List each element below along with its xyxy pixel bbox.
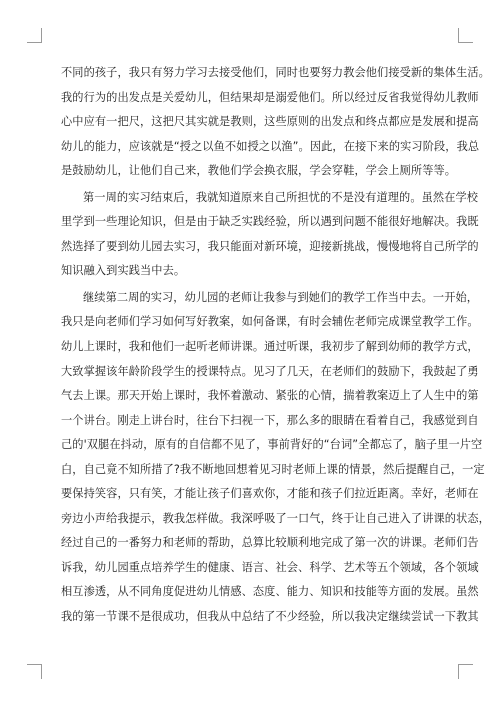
- crop-mark-bottom-right: [458, 664, 473, 679]
- text-line: 经过自己的一番努力和老师的帮助，总算比较顺利地完成了第一次的讲课。老师们告: [61, 536, 479, 550]
- text-line: 知识融入到实践当中去。: [61, 264, 186, 278]
- text-line: 我的第一节课不是很成功，但我从中总结了不少经验，所以我决定继续尝试一下教其: [61, 610, 479, 624]
- text-line: 大致掌握该年龄阶段学生的授课特点。见习了几天，在老师们的鼓励下，我鼓起了勇: [61, 364, 479, 378]
- text-line: 里学到一些理论知识，但是由于缺乏实践经验，所以遇到问题不能很好地解决。我既: [61, 215, 479, 229]
- text-line: 气去上课。那天开始上课时，我怀着激动、紧张的心情，揣着教案迈上了人生中的第: [61, 389, 479, 403]
- text-line: 己的'双腿在抖动，原有的自信都不见了，事前背好的“台词”全都忘了，脑子里一片空: [61, 438, 483, 452]
- text-line: 继续第二周的实习，幼儿园的老师让我参与到她们的教学工作当中去。一开始，: [83, 290, 479, 304]
- crop-mark-bottom-left: [27, 664, 42, 679]
- text-line: 我只是向老师们学习如何写好教案，如何备课，有时会辅佐老师完成课堂教学工作。: [61, 315, 479, 329]
- text-line: 幼儿上课时，我和他们一起听老师讲课。通过听课，我初步了解到幼师的教学方式，: [61, 340, 479, 354]
- text-line: 要保持笑容，只有笑，才能让孩子们喜欢你，才能和孩子们拉近距离。幸好，老师在: [61, 487, 479, 501]
- text-line: 诉我，幼儿园重点培养学生的健康、语言、社会、科学、艺术等五个领域，各个领域: [61, 560, 479, 574]
- text-line: 不同的孩子，我只有努力学习去接受他们，同时也要努力教会他们接受新的集体生活。: [61, 66, 490, 79]
- text-line: 第一周的实习结束后，我就知道原来自己所担忧的不是没有道理的。虽然在学校: [83, 190, 479, 204]
- crop-mark-top-left: [27, 28, 42, 43]
- text-line: 然选择了要到幼儿园去实习，我只能面对新环境，迎接新挑战，慢慢地将自己所学的: [61, 239, 479, 253]
- text-line: 我的行为的出发点是关爱幼儿，但结果却是溺爱他们。所以经过反省我觉得幼儿教师: [61, 90, 479, 104]
- text-line: 旁边小声给我提示，教我怎样做。我深呼吸了一口气，终于让自己进入了讲课的状态，: [61, 511, 490, 525]
- text-line: 相互渗透，从不同角度促进幼儿情感、态度、能力、知识和技能等方面的发展。虽然: [61, 585, 479, 599]
- text-line: 是鼓励幼儿，让他们自己来，教他们学会换衣服，学会穿鞋，学会上厕所等等。: [61, 164, 457, 178]
- text-line: 幼儿的能力，应该就是“授之以鱼不如授之以渔”。因此，在接下来的实习阶段，我总: [61, 139, 480, 153]
- text-line: 白，自己竟不知所措了?我不断地回想着见习时老师上课的情景，然后提醒自己，一定: [61, 462, 485, 476]
- document-body: [61, 61, 490, 630]
- text-line: 一个讲台。刚走上讲台时，往台下扫视一下，那么多的眼睛在看着自己，我感觉到自: [61, 413, 479, 427]
- text-line: 心中应有一把尺，这把尺其实就是教则，这些原则的出发点和终点都应是发展和提高: [61, 115, 479, 129]
- crop-mark-top-right: [458, 28, 473, 43]
